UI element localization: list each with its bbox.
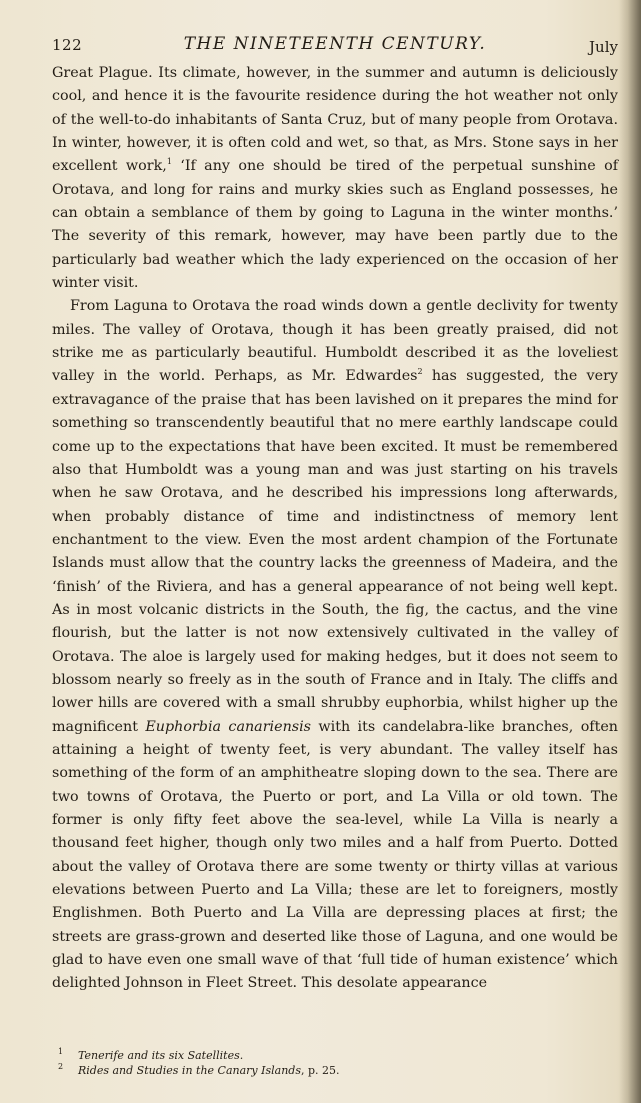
footnote-ref-1: 1 <box>166 157 172 167</box>
footnote-ref-2: 2 <box>417 367 423 377</box>
page-number: 122 <box>52 36 83 54</box>
footnote-1: 1 Tenerife and its six Satellites. <box>58 1047 244 1062</box>
paragraph-1-text-b: ‘If any one should be tired of the perpetual sunshine of Orotava, and long for rains and murky skies such as England possesses, he can obtain a semblance of them by going to Laguna in the winter months.’ The severity of this remark, however, may have been partly due to the particularly bad weather which the lady experienced on the occasion of her winter visit. <box>52 158 618 292</box>
footnote-2: 2 Rides and Studies in the Canary Islands, p. 25. <box>58 1062 340 1077</box>
paragraph-2-text-c: with its candelabra-like branches, often attaining a height of twenty feet, is very abundant. The valley itself has something of the form of an amphitheatre sloping down to the sea. There are two towns of Orotava, the Puerto or port, and La Villa or old town. The former is only fifty feet above the sea-level, while La Villa is nearly a thousand feet higher, though only two miles and a half from Puerto. Dotted about the valley of Orotava there are some twenty or thirty villas at various elevations between Puerto and La Villa; these are let to foreigners, mostly Englishmen. Both Puerto and La Villa are depressing places at first; the streets are grass-grown and deserted like those of Laguna, and one would be glad to have even one small wave of that ‘full tide of human existence’ which delighted Johnson in Fleet Street. This desolate appearance <box>52 718 619 992</box>
paragraph-1-text-a: Great Plague. Its climate, however, in the summer and autumn is deliciously cool, and hence it is the favourite residence during the hot weather not only of the well-to-do inhabitants of Santa Cruz, but of many people from Orotava. In winter, however, it is often cold and wet, so that, as Mrs. Stone says in her excellent work, <box>52 65 618 175</box>
body-text <box>52 62 618 996</box>
footnote-2-title: Rides and Studies in the Canary Islands <box>78 1064 301 1077</box>
paragraph-2 <box>52 295 618 995</box>
footnote-2-page: , p. 25. <box>300 1064 340 1077</box>
running-title: THE NINETEENTH CENTURY. <box>183 34 487 54</box>
footnote-1-title: Tenerife and its six Satellites. <box>78 1049 244 1062</box>
paragraph-2-text-b: has suggested, the very extravagance of the praise that has been lavished on it prepares the mind for something so transcendently beautiful that no mere earthly landscape could come up to the expectations that have been excited. It must be remembered also that Humboldt was a young man and was just starting on his travels when he saw Orotava, and he described his impressions long afterwards, when probably distance of time and indistinctness of memory lent enchantment to the view. Even the most ardent champion of the Fortunate Islands must allow that the country lacks the greenness of Madeira, and the ‘finish’ of the Riviera, and has a general appearance of not being well kept. As in most volcanic districts in the South, the fig, the cactus, and the vine flourish, but the latter is not now extensively cultivated in the valley of Orotava. The aloe is largely used for making hedges, but it does not seem to blossom nearly so freely as in the south of France and in Italy. The cliffs and lower hills are covered with a small shrubby euphorbia, whilst higher up the magnificent <box>52 368 618 735</box>
species-name-italic: Euphorbia canariensis <box>145 718 312 735</box>
paragraph-1 <box>52 62 618 295</box>
issue-month: July <box>589 38 618 56</box>
footnotes <box>52 1048 618 1078</box>
paragraph-2-text-a: From Laguna to Orotava the road winds down a gentle declivity for twenty miles. The valley of Orotava, though it has been greatly praised, did not strike me as particularly beautiful. Humboldt described it as the loveliest valley in the world. Perhaps, as Mr. Edwardes <box>52 298 618 385</box>
page-edge-shadow <box>619 0 641 1103</box>
page-header <box>52 28 618 58</box>
